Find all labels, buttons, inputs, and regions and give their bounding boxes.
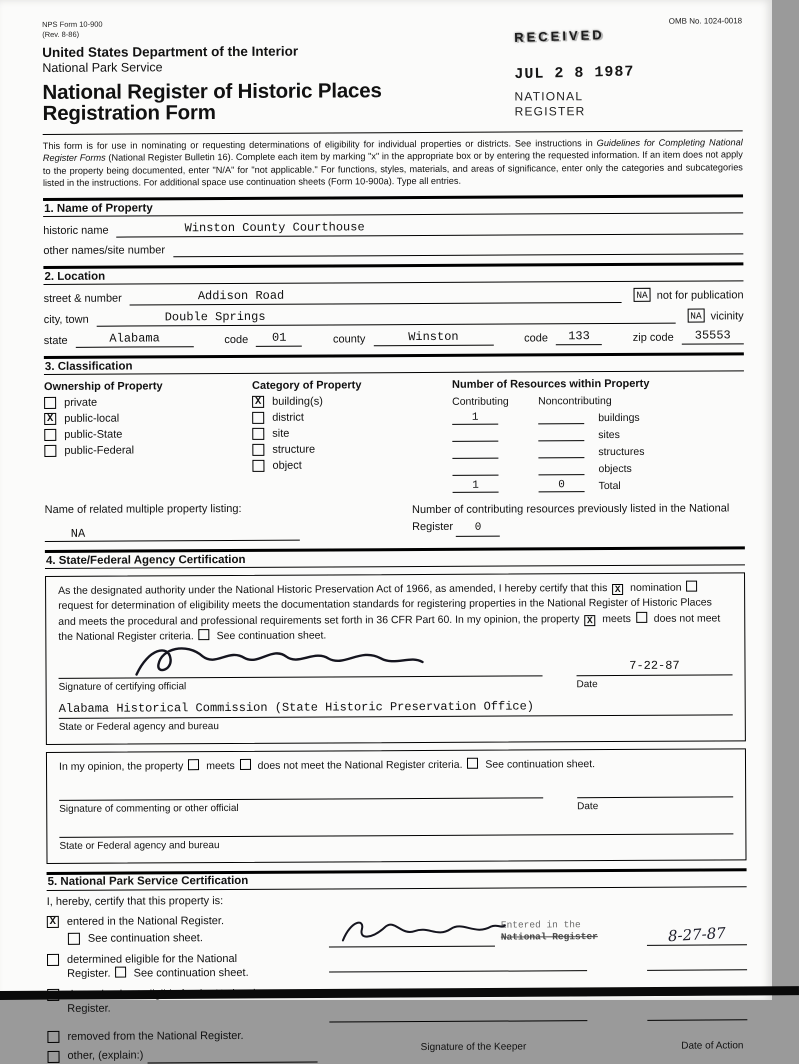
contributing-header: Contributing	[452, 395, 509, 408]
meets-checkbox-2[interactable]	[188, 759, 199, 770]
vicinity-checkbox[interactable]: NA	[687, 309, 704, 323]
buildings-label: building(s)	[272, 395, 323, 408]
noncontributing-structures-field[interactable]	[538, 445, 584, 458]
state-code-label: code	[224, 333, 249, 347]
structure-label: structure	[272, 443, 316, 456]
resources-header: Number of Resources within Property	[451, 377, 650, 391]
related-listing-field[interactable]: NA	[45, 526, 300, 542]
section-5-header: 5. National Park Service Certification	[47, 868, 747, 891]
determined-not-eligible-label: Register.	[67, 1002, 111, 1015]
does-not-meet-checkbox[interactable]	[636, 611, 647, 622]
county-label: county	[332, 333, 366, 346]
nomination-checkbox[interactable]: X	[612, 584, 623, 595]
previously-listed-field[interactable]: 0	[456, 519, 500, 537]
nps-certification-options	[47, 907, 318, 1064]
blank-signature-line	[329, 1019, 747, 1022]
not-for-publication-checkbox[interactable]: NA	[633, 288, 650, 302]
other-names-field[interactable]	[173, 239, 743, 257]
date-label: Date	[576, 679, 598, 691]
meets-label: meets	[602, 612, 631, 625]
park-service-title: National Park Service	[42, 59, 163, 75]
object-checkbox[interactable]	[252, 460, 264, 472]
date-of-action-label: Date of Action	[681, 1039, 744, 1052]
structure-checkbox[interactable]	[252, 444, 264, 456]
city-row	[44, 307, 744, 327]
county-code-label: code	[524, 332, 549, 345]
not-for-publication-label: not for publication	[656, 289, 744, 302]
national-register-stamp: NATIONAL REGISTER	[514, 89, 586, 119]
other-label: other, (explain:)	[67, 1049, 144, 1063]
opinion-text: In my opinion, the property meets does not meet the National Register criteria. See continuation sheet.	[58, 758, 596, 773]
nps-form-number	[42, 20, 103, 40]
buildings-count-label: buildings	[598, 411, 640, 425]
form-number-line1: NPS Form 10-900	[42, 19, 103, 29]
other-names-label: other names/site number	[43, 244, 166, 257]
form-title: National Register of Historic Places Registration Form	[42, 78, 382, 126]
instructions-paragraph: This form is for use in nominating or requesting determinations of eligibility for individual properties or districts. See instructions in Guidelines for Completing National Register Forms (National Register Bulletin 16). Complete each item by marking "x" in the appropriate box or by entering the requested information. If an item does not apply to the property being documented, enter "N/A" for "not applicable." For functions, styles, materials, and areas of significance, enter only the categories and subcategories listed in the instructions. For additional space use continuation sheets (Form 10-900a). Type all entries.	[42, 137, 743, 189]
city-town-field[interactable]: Double Springs	[97, 308, 676, 327]
commenting-certification-box	[46, 748, 747, 863]
category-header: Category of Property	[251, 379, 362, 392]
ownership-header: Ownership of Property	[43, 380, 163, 393]
state-code-field[interactable]: 01	[256, 331, 302, 347]
see-continuation-checkbox-4[interactable]	[116, 967, 127, 978]
section-4-header: 4. State/Federal Agency Certification	[45, 546, 745, 569]
classification-columns	[44, 377, 745, 495]
total-count-label: Total	[598, 479, 621, 493]
removed-checkbox[interactable]	[47, 1031, 59, 1043]
date-of-action-field: 8-27-87	[647, 925, 747, 946]
certification-text: As the designated authority under the National Historic Preservation Act of 1966, as amended, I hereby certify that this X nomination request for determination of eligibility meets the documentation standards for registering properties in the National Register of Historic Places and meets the procedural and professional requirements set forth in 36 CFR Part 60. In my opinion, the property X meets does not meet the National Register criteria. See continuation sheet.	[58, 581, 721, 643]
commenting-signature-line	[59, 781, 543, 802]
section-2-header: 2. Location	[43, 262, 743, 285]
commenting-date-field	[577, 783, 733, 799]
see-continuation-label-4: See continuation sheet.	[133, 966, 249, 980]
does-not-meet-checkbox-2[interactable]	[240, 759, 251, 770]
contributing-structures-field[interactable]	[452, 446, 498, 459]
objects-count-label: objects	[598, 462, 632, 476]
contributing-sites-field[interactable]	[452, 429, 498, 442]
certification-box	[45, 572, 746, 745]
private-checkbox[interactable]	[44, 397, 56, 409]
noncontributing-buildings-field[interactable]	[538, 411, 584, 424]
site-label: site	[272, 427, 290, 440]
certifying-official-label: Signature of certifying official	[58, 681, 187, 694]
zip-code-label: zip code	[632, 331, 674, 344]
nomination-label: nomination	[630, 581, 682, 594]
meets-checkbox[interactable]: X	[584, 615, 595, 626]
nps-certification-intro: I, hereby, certify that this property is:	[46, 894, 224, 908]
street-row	[44, 286, 744, 306]
omb-number: OMB No. 1024-0018	[668, 16, 743, 26]
related-listing-row	[45, 500, 745, 542]
other-explain-field[interactable]	[147, 1049, 317, 1064]
date-received-stamp: JUL 2 8 1987	[514, 63, 635, 84]
contributing-objects-field[interactable]	[452, 463, 498, 476]
certification-date-field: 7-22-87	[576, 657, 732, 676]
keeper-signature-line	[329, 918, 495, 947]
zip-code-field[interactable]: 35553	[682, 328, 744, 344]
entered-register-stamp: Entered in the National Register	[500, 919, 598, 943]
request-checkbox[interactable]	[686, 581, 697, 592]
site-checkbox[interactable]	[252, 428, 264, 440]
section-3-header: 3. Classification	[44, 352, 744, 375]
does-not-meet-label: does not meet the National Register criteria.	[58, 612, 721, 643]
determined-eligible-checkbox[interactable]	[47, 953, 59, 965]
vicinity-label: vicinity	[710, 310, 744, 323]
state-row	[44, 328, 744, 348]
blank-signature-line	[329, 969, 747, 972]
noncontributing-sites-field[interactable]	[538, 428, 584, 441]
object-label: object	[272, 459, 302, 472]
agency-bureau-label: State or Federal agency and bureau	[58, 721, 219, 734]
determined-eligible-label: determined eligible for the National Register.	[66, 952, 238, 980]
does-not-meet-label-2: does not meet the National Register criteria.	[257, 758, 463, 772]
related-listing-label: Name of related multiple property listing:	[44, 502, 242, 516]
keeper-signature-area	[317, 905, 748, 1063]
historic-name-label: historic name	[43, 224, 109, 237]
historic-name-row	[43, 218, 743, 238]
section-1-header: 1. Name of Property	[43, 194, 743, 217]
contributing-buildings-field[interactable]: 1	[452, 412, 498, 425]
street-number-field[interactable]: Addison Road	[130, 287, 622, 306]
district-label: district	[272, 411, 305, 424]
agency-field-2	[59, 819, 733, 838]
public-federal-label: public-Federal	[64, 444, 135, 457]
agency-bureau-label-2: State or Federal agency and bureau	[59, 840, 220, 852]
public-local-label: public-local	[64, 412, 120, 425]
entered-checkbox[interactable]: X	[47, 915, 59, 927]
historic-name-field[interactable]: Winston County Courthouse	[117, 218, 744, 237]
entered-label: entered in the National Register.	[66, 914, 225, 928]
public-state-label: public-State	[64, 428, 123, 441]
sites-count-label: sites	[598, 428, 620, 442]
certifying-signature-line	[58, 651, 542, 680]
noncontributing-total-field[interactable]: 0	[539, 479, 585, 492]
public-local-checkbox[interactable]: X	[44, 413, 56, 425]
buildings-checkbox[interactable]: X	[252, 396, 264, 408]
header-divider	[43, 130, 743, 135]
noncontributing-objects-field[interactable]	[538, 462, 584, 475]
see-continuation-label-2: See continuation sheet.	[485, 758, 596, 771]
meets-label-2: meets	[206, 760, 235, 773]
district-checkbox[interactable]	[252, 412, 264, 424]
keeper-signature	[337, 913, 507, 950]
contributing-total-field[interactable]: 1	[453, 480, 499, 493]
form-number-line2: (Rev. 8-86)	[42, 29, 80, 39]
certifying-signature	[128, 639, 428, 685]
request-label: request for determination of eligibility meets the documentation standards for registering properties in the National Register of Historic Places and meets the procedural and professional requirements set forth in 36 CFR Part 60. In my opinion, the property	[58, 596, 712, 628]
private-label: private	[64, 396, 98, 409]
public-federal-checkbox[interactable]	[44, 445, 56, 457]
resources-column	[452, 377, 745, 493]
county-field[interactable]: Winston	[373, 330, 493, 347]
previously-listed-label: Number of contributing resources previously listed in the National Register	[411, 502, 730, 533]
see-continuation-checkbox-3[interactable]	[68, 933, 80, 945]
see-continuation-checkbox-2[interactable]	[467, 758, 478, 769]
city-label: city, town	[43, 313, 89, 326]
category-column	[252, 379, 453, 494]
department-title: United States Department of the Interior	[42, 43, 299, 60]
agency-field: Alabama Historical Commission (State Historic Preservation Office)	[59, 697, 733, 719]
see-continuation-label-1: See continuation sheet.	[216, 629, 327, 643]
state-field[interactable]: Alabama	[76, 331, 194, 348]
commenting-official-label: Signature of commenting or other official	[59, 803, 239, 816]
other-checkbox[interactable]	[48, 1051, 60, 1063]
stamp-area	[514, 27, 704, 120]
received-stamp: RECEIVED	[513, 27, 605, 46]
see-continuation-label-3: See continuation sheet.	[87, 932, 203, 945]
state-label: state	[43, 334, 68, 347]
keeper-signature-label: Signature of the Keeper	[420, 1040, 527, 1053]
public-state-checkbox[interactable]	[44, 429, 56, 441]
county-code-field[interactable]: 133	[556, 329, 602, 345]
removed-label: removed from the National Register.	[67, 1029, 244, 1043]
structures-count-label: structures	[598, 445, 645, 459]
street-label: street & number	[43, 292, 122, 305]
see-continuation-checkbox-1[interactable]	[199, 629, 210, 640]
other-names-row	[43, 239, 743, 258]
ownership-column	[44, 380, 253, 495]
noncontributing-header: Noncontributing	[538, 395, 612, 408]
date-label-2: Date	[577, 801, 599, 813]
